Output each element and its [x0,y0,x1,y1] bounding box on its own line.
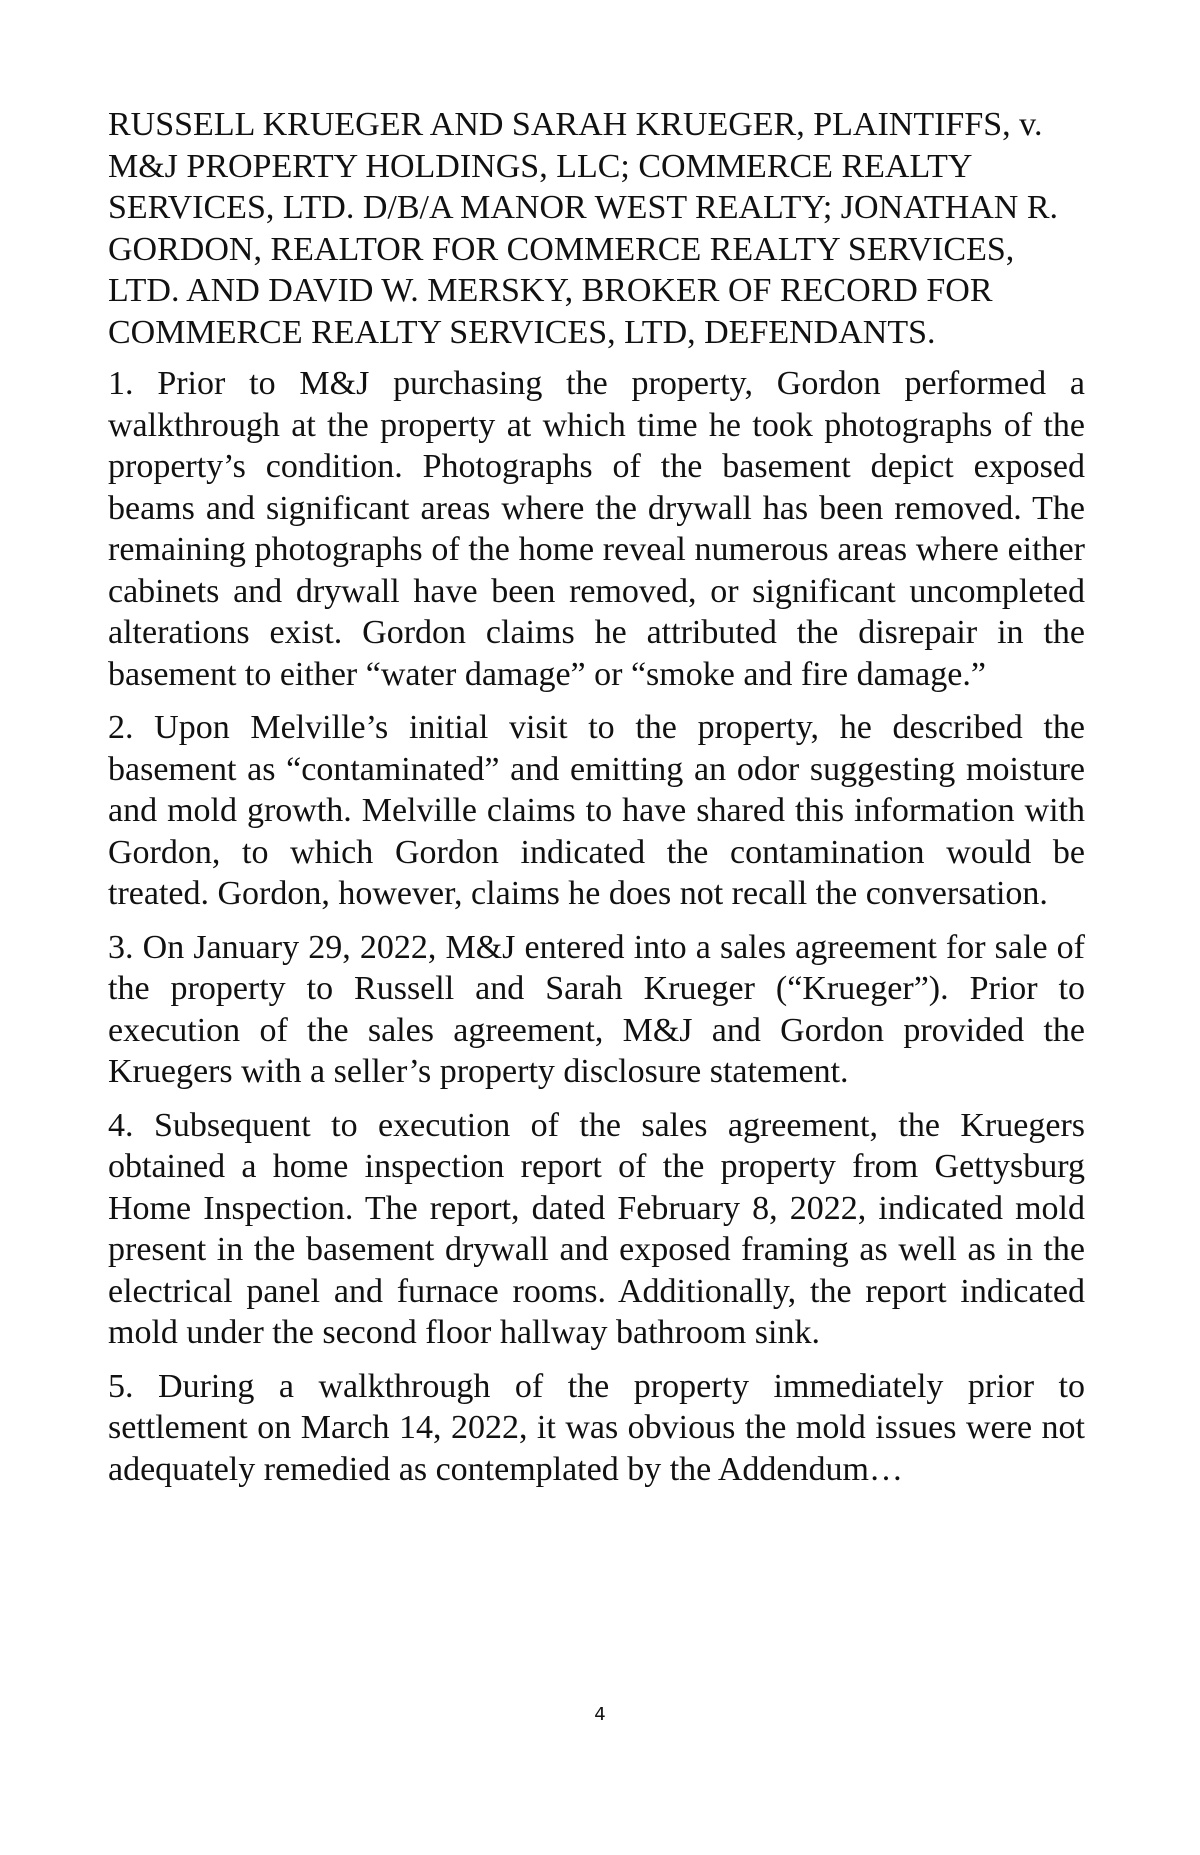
paragraph-5: 5. During a walkthrough of the property immediately prior to settlement on March 14, 2022, it was obvious the mold issues were not adequately remedied as contemplated by the Addendum… [108,1367,1085,1488]
case-caption: RUSSELL KRUEGER AND SARAH KRUEGER, PLAINTIFFS, v. M&J PROPERTY HOLDINGS, LLC; COMMERCE REALTY SERVICES, LTD. D/B/A MANOR WEST REALTY; JONATHAN R. GORDON, REALTOR FOR COMMERCE REALTY SERVICES, LTD. AND DAVID W. MERSKY, BROKER OF RECORD FOR COMMERCE REALTY SERVICES, LTD, DEFENDANTS. [108,106,1059,351]
paragraph-3: 3. On January 29, 2022, M&J entered into a sales agreement for sale of the property to Russell and Sarah Krueger (“Krueger”). Prior to execution of the sales agreement, M&J and Gordon provided the Kruegers with a seller’s property disclosure statement. [108,928,1085,1090]
document-body [108,104,1085,1502]
paragraph-2: 2. Upon Melville’s initial visit to the property, he described the basement as “contaminated” and emitting an odor suggesting moisture and mold growth. Melville claims to have shared this information with Gordon, to which Gordon indicated the contamination would be treated. Gordon, however, claims he does not recall the conversation. [108,709,1085,912]
page-number: 4 [594,1704,606,1725]
paragraph-1: 1. Prior to M&J purchasing the property, Gordon performed a walkthrough at the property at which time he took photographs of the property’s condition. Photographs of the basement depict exposed beams and significant areas where the drywall has been removed. The remaining photographs of the home reveal numerous areas where either cabinets and drywall have been removed, or significant uncompleted alterations exist. Gordon claims he attributed the disrepair in the basement to either “water damage” or “smoke and fire damage.” [108,365,1085,693]
paragraph-4: 4. Subsequent to execution of the sales agreement, the Kruegers obtained a home inspection report of the property from Gettysburg Home Inspection. The report, dated February 8, 2022, indicated mold present in the basement drywall and exposed framing as well as in the electrical panel and furnace rooms. Additionally, the report indicated mold under the second floor hallway bathroom sink. [108,1106,1085,1351]
